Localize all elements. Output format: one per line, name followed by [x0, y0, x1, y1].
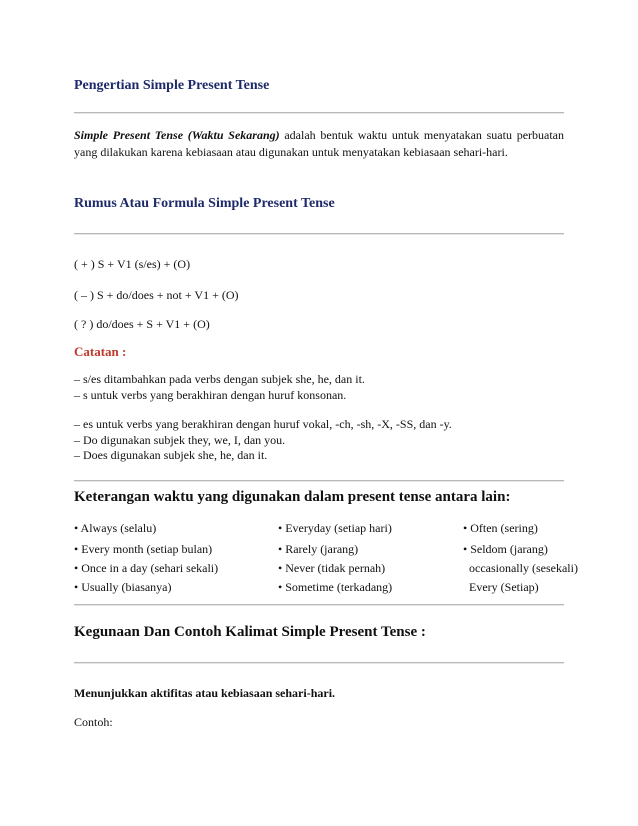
formula-negative: ( – ) S + do/does + not + V1 + (O) — [74, 288, 239, 302]
divider-5 — [74, 662, 564, 664]
catatan-label: Catatan : — [74, 344, 127, 359]
formula-question: ( ? ) do/does + S + V1 + (O) — [74, 317, 210, 331]
pengertian-lead: Simple Present Tense (Waktu Sekarang) — [74, 128, 280, 142]
time-adverb-item: • Often (sering) — [463, 521, 538, 535]
time-adverb-item: • Never (tidak pernah) — [278, 561, 386, 575]
kegunaan-subheading: Menunjukkan aktifitas atau kebiasaan sehari-hari. — [74, 686, 336, 700]
divider-2 — [74, 233, 564, 235]
heading-keterangan: Keterangan waktu yang digunakan dalam present tense antara lain: — [74, 489, 511, 505]
heading-pengertian: Pengertian Simple Present Tense — [74, 78, 270, 93]
time-adverb-item: • Every month (setiap bulan) — [74, 542, 213, 556]
note-line: – es untuk verbs yang berakhiran dengan huruf vokal, -ch, -sh, -X, -SS, dan -y. — [74, 417, 452, 431]
formula-positive: ( + ) S + V1 (s/es) + (O) — [74, 257, 191, 271]
time-adverb-item: • Once in a day (sehari sekali) — [74, 561, 219, 575]
time-adverb-item: • Everyday (setiap hari) — [278, 521, 392, 535]
time-adverb-item: Every (Setiap) — [469, 580, 539, 594]
time-adverb-item: • Rarely (jarang) — [278, 542, 359, 556]
divider-1 — [74, 112, 564, 114]
divider-4 — [74, 604, 564, 606]
time-adverb-item: • Usually (biasanya) — [74, 580, 172, 594]
pengertian-body: adalah bentuk waktu untuk menyatakan suatu perbuatan yang dilakukan karena kebiasaan atau digunakan untuk menyatakan kebiasaan sehari-hari. — [74, 128, 564, 159]
pengertian-paragraph — [74, 127, 564, 161]
time-adverb-item: • Always (selalu) — [74, 521, 157, 535]
note-line: – s untuk verbs yang berakhiran dengan huruf konsonan. — [74, 388, 347, 402]
divider-3 — [74, 480, 564, 482]
time-adverb-item: occasionally (sesekali) — [469, 561, 578, 575]
note-line: – Does digunakan subjek she, he, dan it. — [74, 448, 268, 462]
time-adverb-item: • Seldom (jarang) — [463, 542, 548, 556]
time-adverb-item: • Sometime (terkadang) — [278, 580, 393, 594]
heading-rumus: Rumus Atau Formula Simple Present Tense — [74, 196, 335, 211]
note-line: – s/es ditambahkan pada verbs dengan subjek she, he, dan it. — [74, 372, 365, 386]
note-line: – Do digunakan subjek they, we, I, dan you. — [74, 433, 286, 447]
heading-kegunaan: Kegunaan Dan Contoh Kalimat Simple Present Tense : — [74, 624, 426, 640]
contoh-label: Contoh: — [74, 715, 113, 729]
